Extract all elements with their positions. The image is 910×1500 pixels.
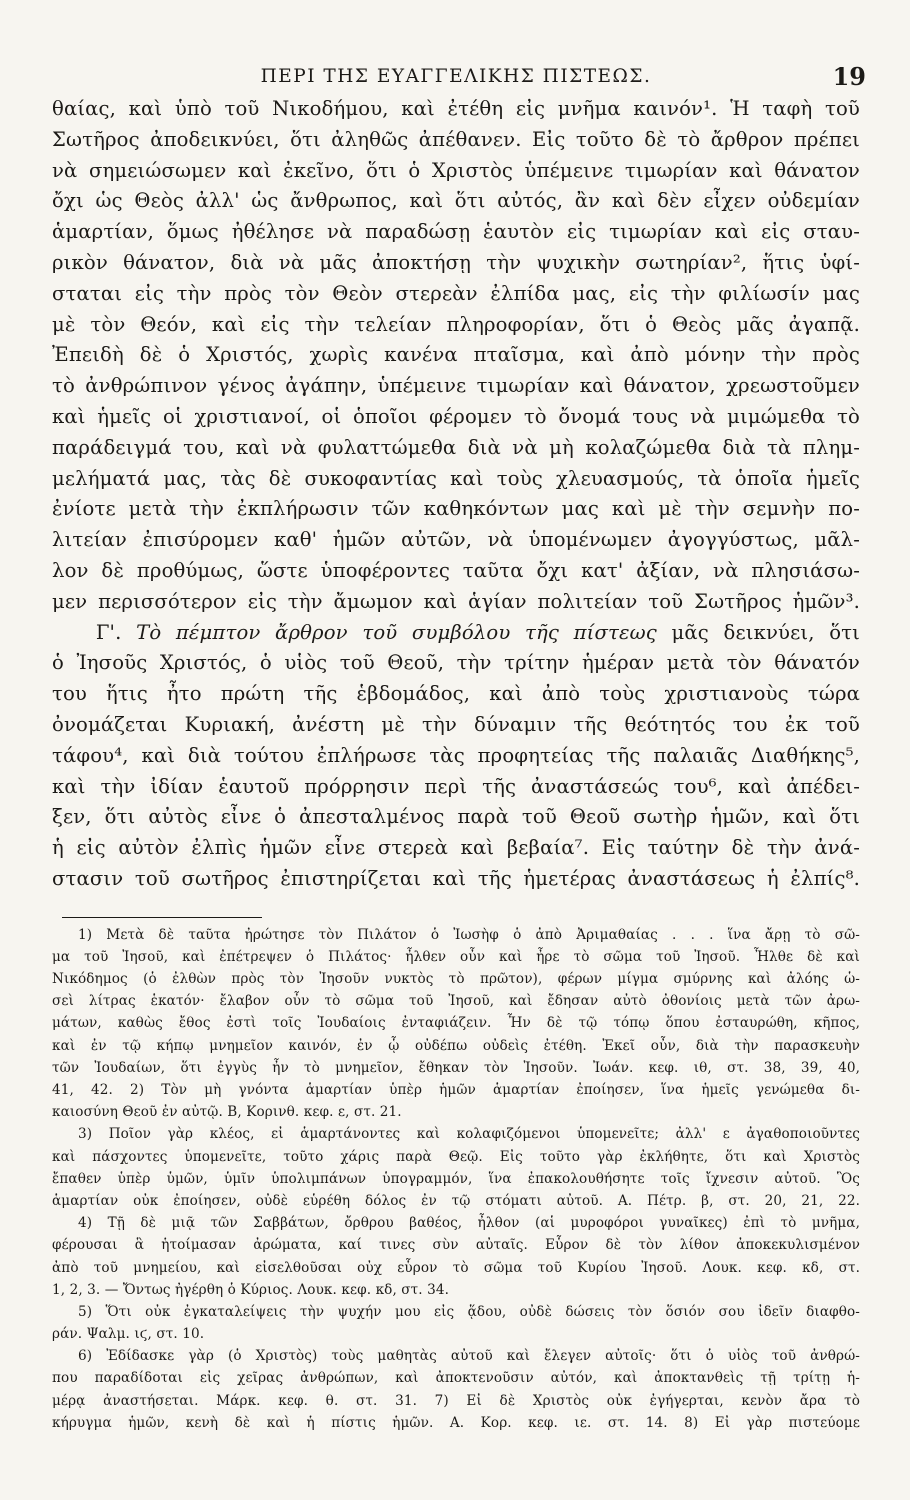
footnote-line: τῶν Ἰουδαίων, ὅτι ἐγγὺς ἦν τὸ μνημεῖον, ἔθηκαν τὸν Ἰησοῦν. Ἰωάν. κεφ. ιθ, στ. 38, 39, 40,: [52, 1059, 860, 1076]
footnote-line: σεὶ λίτρας ἑκατόν· ἔλαβον οὖν τὸ σῶμα τοῦ Ἰησοῦ, καὶ ἔδησαν αὐτὸ ὀθονίοις μετὰ τῶν ἀρω-: [52, 993, 860, 1010]
footnote-line: ράν. Ψαλμ. ιϛ, στ. 10.: [52, 1326, 205, 1343]
footnote-line: 4) Τῇ δὲ μιᾷ τῶν Σαββάτων, ὄρθρου βαθέος, ἦλθον (αἱ μυροφόροι γυναῖκες) ἐπὶ τὸ μνῆμα,: [78, 1215, 860, 1232]
body-line: ἐνίοτε μετὰ τὴν ἐκπλήρωσιν τῶν καθηκόντων μας καὶ μὲ τὴν σεμνὴν πο-: [52, 497, 860, 521]
footnote-line: μα τοῦ Ἰησοῦ, καὶ ἐπέτρεψεν ὁ Πιλάτος· ἦλθεν οὖν καὶ ἦρε τὸ σῶμα τοῦ Ἰησοῦ. Ἦλθε δὲ καὶ: [52, 948, 860, 965]
footnote-line: 5) Ὅτι οὐκ ἐγκαταλείψεις τὴν ψυχήν μου εἰς ᾅδου, οὐδὲ δώσεις τὸν ὅσιόν σου ἰδεῖν διαφθο-: [78, 1303, 860, 1320]
body-line: τάφου⁴, καὶ διὰ τούτου ἐπλήρωσε τὰς προφητείας τῆς παλαιᾶς Διαθήκης⁵,: [52, 743, 860, 767]
body-line: σταται εἰς τὴν πρὸς τὸν Θεὸν στερεὰν ἐλπίδα μας, εἰς τὴν φιλίωσίν μας: [52, 281, 860, 305]
footnote-line: κήρυγμα ἡμῶν, κενὴ δὲ καὶ ἡ πίστις ἡμῶν. Α. Κορ. κεφ. ιε. στ. 14. 8) Εἰ γὰρ πιστεύομε: [52, 1414, 860, 1431]
body-line: ἁμαρτίαν, ὅμως ἠθέλησε νὰ παραδώσῃ ἑαυτὸν εἰς τιμωρίαν καὶ εἰς σταυ-: [52, 220, 860, 244]
footnote-line: καὶ ἐν τῷ κήπῳ μνημεῖον καινόν, ἐν ᾧ οὐδέπω οὐδεὶς ἐτέθη. Ἐκεῖ οὖν, διὰ τὴν παρασκευὴν: [52, 1037, 860, 1054]
page-number: 19: [832, 62, 866, 91]
body-line: μελήματά μας, τὰς δὲ συκοφαντίας καὶ τοὺς χλευασμούς, τὰ ὁποῖα ἡμεῖς: [52, 466, 860, 490]
article-label: Γ'.: [95, 620, 122, 644]
article-line-rest: μᾶς δεικνύει, ὅτι: [671, 620, 860, 644]
main-text: [52, 94, 860, 895]
footnote-line: 6) Ἐδίδασκε γὰρ (ὁ Χριστὸς) τοὺς μαθητὰς αὐτοῦ καὶ ἔλεγεν αὐτοῖς· ὅτι ὁ υἱὸς τοῦ ἀνθρώ-: [78, 1348, 860, 1365]
body-line: λιτείαν ἐπισύρομεν καθ' ἡμῶν αὐτῶν, νὰ ὑπομένωμεν ἀγογγύστως, μᾶλ-: [52, 528, 860, 552]
body-line: στασιν τοῦ σωτῆρος ἐπιστηρίζεται καὶ τῆς ἡμετέρας ἀναστάσεως ἡ ἐλπίς⁸.: [52, 866, 860, 890]
footnote-line: Νικόδημος (ὁ ἐλθὼν πρὸς τὸν Ἰησοῦν νυκτὸς τὸ πρῶτον), φέρων μίγμα σμύρνης καὶ ἀλόης ὡ-: [52, 971, 860, 988]
footnote-line: καιοσύνη Θεοῦ ἐν αὐτῷ. Β, Κορινθ. κεφ. ε, στ. 21.: [52, 1104, 402, 1121]
running-head: [52, 60, 866, 91]
article-five-line: [52, 618, 860, 649]
body-line: Σωτῆρος ἀποδεικνύει, ὅτι ἀληθῶς ἀπέθανεν. Εἰς τοῦτο δὲ τὸ ἄρθρον πρέπει: [52, 127, 860, 151]
body-line: λον δὲ προθύμως, ὥστε ὑποφέροντες ταῦτα ὄχι κατ' ἀξίαν, νὰ πλησιάσω-: [52, 558, 860, 582]
footnote-line: ἔπαθεν ὑπὲρ ὑμῶν, ὑμῖν ὑπολιμπάνων ὑπογραμμόν, ἵνα ἐπακολουθήσητε τοῖς ἴχνεσιν αὐτοῦ. Ὃς: [52, 1170, 860, 1187]
article-italic-heading: Τὸ πέμπτον ἄρθρον τοῦ συμβόλου τῆς πίστεως: [136, 620, 657, 644]
book-page: [52, 60, 866, 1434]
body-line: του ἥτις ἦτο πρώτη τῆς ἑβδομάδος, καὶ ἀπὸ τοὺς χριστιανοὺς τώρα: [52, 682, 860, 706]
body-line: νὰ σημειώσωμεν καὶ ἐκεῖνο, ὅτι ὁ Χριστὸς ὑπέμεινε τιμωρίαν καὶ θάνατον: [52, 158, 860, 182]
body-line: ξεν, ὅτι αὐτὸς εἶνε ὁ ἀπεσταλμένος παρὰ τοῦ Θεοῦ σωτὴρ ἡμῶν, καὶ ὅτι: [52, 805, 860, 829]
footnote-rule: [62, 917, 262, 918]
footnote-line: 41, 42. 2) Τὸν μὴ γνόντα ἁμαρτίαν ὑπὲρ ἡμῶν ἁμαρτίαν ἐποίησεν, ἵνα ἡμεῖς γενώμεθα δι-: [52, 1082, 860, 1099]
footnote-line: μέρᾳ ἀναστήσεται. Μάρκ. κεφ. θ. στ. 31. 7) Εἰ δὲ Χριστὸς οὐκ ἐγήγερται, κενὸν ἄρα τὸ: [52, 1392, 860, 1409]
body-line: ὁ Ἰησοῦς Χριστός, ὁ υἱὸς τοῦ Θεοῦ, τὴν τρίτην ἡμέραν μετὰ τὸν θάνατόν: [52, 651, 860, 675]
body-line: ἡ εἰς αὐτὸν ἐλπὶς ἡμῶν εἶνε στερεὰ καὶ βεβαία⁷. Εἰς ταύτην δὲ τὴν ἀνά-: [52, 836, 860, 860]
body-line: μὲ τὸν Θεόν, καὶ εἰς τὴν τελείαν πληροφορίαν, ὅτι ὁ Θεὸς μᾶς ἀγαπᾷ.: [52, 312, 860, 336]
footnote-line: μάτων, καθὼς ἔθος ἐστὶ τοῖς Ἰουδαίοις ἐνταφιάζειν. Ἦν δὲ τῷ τόπῳ ὅπου ἐσταυρώθη, κῆπος,: [52, 1015, 860, 1032]
body-line: μεν περισσότερον εἰς τὴν ἄμωμον καὶ ἁγίαν πολιτείαν τοῦ Σωτῆρος ἡμῶν³.: [52, 589, 860, 613]
footnotes: [52, 924, 860, 1434]
footnote-line: 1) Μετὰ δὲ ταῦτα ἠρώτησε τὸν Πιλάτον ὁ Ἰωσὴφ ὁ ἀπὸ Ἀριμαθαίας . . . ἵνα ἄρῃ τὸ σῶ-: [78, 926, 860, 943]
body-line: ὀνομάζεται Κυριακή, ἀνέστη μὲ τὴν δύναμιν τῆς θεότητός του ἐκ τοῦ: [52, 712, 860, 736]
body-line: τὸ ἀνθρώπινον γένος ἀγάπην, ὑπέμεινε τιμωρίαν καὶ θάνατον, χρεωστοῦμεν: [52, 374, 860, 398]
footnote-line: ἁμαρτίαν οὐκ ἐποίησεν, οὐδὲ εὑρέθη δόλος ἐν τῷ στόματι αὐτοῦ. Α. Πέτρ. β, στ. 20, 21, 22.: [52, 1192, 860, 1209]
body-line: παράδειγμά του, καὶ νὰ φυλαττώμεθα διὰ νὰ μὴ κολαζώμεθα διὰ τὰ πλημ-: [52, 435, 860, 459]
body-line: καὶ ἡμεῖς οἱ χριστιανοί, οἱ ὁποῖοι φέρομεν τὸ ὄνομά τους νὰ μιμώμεθα τὸ: [52, 404, 860, 428]
footnote-line: καὶ πάσχοντες ὑπομενεῖτε, τοῦτο χάρις παρὰ Θεῷ. Εἰς τοῦτο γὰρ ἐκλήθητε, ὅτι καὶ Χριστὸς: [52, 1148, 860, 1165]
footnote-line: 1, 2, 3. — Ὄντως ἠγέρθη ὁ Κύριος. Λουκ. κεφ. κδ, στ. 34.: [52, 1281, 450, 1298]
body-line: θαίας, καὶ ὑπὸ τοῦ Νικοδήμου, καὶ ἐτέθη εἰς μνῆμα καινόν¹. Ἡ ταφὴ τοῦ: [52, 97, 860, 120]
body-line: καὶ τὴν ἰδίαν ἑαυτοῦ πρόρρησιν περὶ τῆς ἀναστάσεώς του⁶, καὶ ἀπέδει-: [52, 774, 860, 798]
running-title: ΠΕΡΙ ΤΗΣ ΕΥΑΓΓΕΛΙΚΗΣ ΠΙΣΤΕΩΣ.: [260, 66, 652, 87]
body-line: Ἐπειδὴ δὲ ὁ Χριστός, χωρὶς κανένα πταῖσμα, καὶ ἀπὸ μόνην τὴν πρὸς: [52, 343, 860, 367]
footnote-line: φέρουσαι ἃ ἡτοίμασαν ἀρώματα, καί τινες σὺν αὐταῖς. Εὗρον δὲ τὸν λίθον ἀποκεκυλισμένον: [52, 1237, 860, 1254]
footnote-line: 3) Ποῖον γὰρ κλέος, εἰ ἁμαρτάνοντες καὶ κολαφιζόμενοι ὑπομενεῖτε; ἀλλ' ε ἀγαθοποιοῦντες: [78, 1126, 860, 1143]
footnote-line: που παραδίδοται εἰς χεῖρας ἀνθρώπων, καὶ ἀποκτενοῦσιν αὐτόν, καὶ ἀποκτανθεὶς τῇ τρίτῃ ἡ-: [52, 1370, 860, 1387]
body-line: ρικὸν θάνατον, διὰ νὰ μᾶς ἀποκτήσῃ τὴν ψυχικὴν σωτηρίαν², ἥτις ὑφί-: [52, 250, 860, 274]
body-line: ὄχι ὡς Θεὸς ἀλλ' ὡς ἄνθρωπος, καὶ ὅτι αὐτός, ἂν καὶ δὲν εἶχεν οὐδεμίαν: [52, 189, 860, 213]
footnote-line: ἀπὸ τοῦ μνημείου, καὶ εἰσελθοῦσαι οὐχ εὗρον τὸ σῶμα τοῦ Κυρίου Ἰησοῦ. Λουκ. κεφ. κδ, στ.: [52, 1259, 860, 1276]
